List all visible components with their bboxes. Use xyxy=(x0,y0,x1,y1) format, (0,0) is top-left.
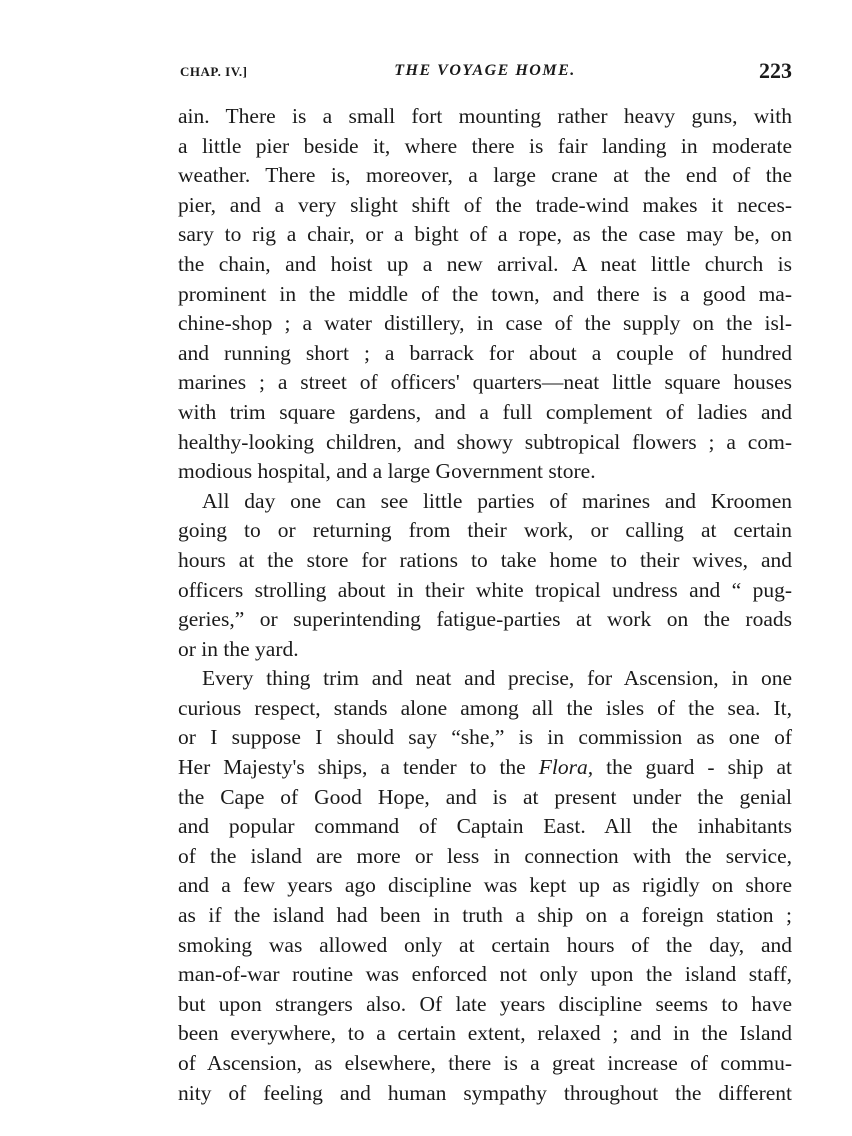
text-line: ain. There is a small fort mounting rather heavy guns, with xyxy=(178,104,792,128)
text-line: of Ascension, as elsewhere, there is a great increase of commu- xyxy=(178,1051,792,1075)
text-line: or in the yard. xyxy=(178,636,299,661)
text-line: hours at the store for rations to take home to their wives, and xyxy=(178,547,792,572)
text-line: and running short ; a barrack for about a couple of hundred xyxy=(178,340,792,365)
paragraph-1 xyxy=(178,102,792,487)
text-line: geries,” or superintending fatigue-parties at work on the roads xyxy=(178,607,792,632)
text-line: nity of feeling and human sympathy throughout the different xyxy=(178,1080,792,1105)
text-line: and a few years ago discipline was kept up as rigidly on shore xyxy=(178,873,792,898)
text-line: and popular command of Captain East. All the inhabitants xyxy=(178,814,792,839)
text-line: or I suppose I should say “she,” is in commission as one of xyxy=(178,725,792,750)
running-title: THE VOYAGE HOME. xyxy=(394,62,576,79)
text-line: but upon strangers also. Of late years discipline seems to have xyxy=(178,991,792,1016)
chapter-label: CHAP. IV.] xyxy=(180,64,248,79)
body-text xyxy=(178,102,792,1108)
text-span: the guard - ship at xyxy=(593,755,792,780)
text-line: a little pier beside it, where there is fair landing in moderate xyxy=(178,133,792,158)
page-number: 223 xyxy=(759,58,792,83)
text-line: smoking was allowed only at certain hours of the day, and xyxy=(178,932,792,957)
text-line: pier, and a very slight shift of the trade-wind makes it neces- xyxy=(178,192,792,217)
paragraph-3 xyxy=(178,664,792,1108)
text-line: man-of-war routine was enforced not only upon the island staff, xyxy=(178,962,792,987)
text-line: prominent in the middle of the town, and there is a good ma- xyxy=(178,281,792,306)
text-line: the Cape of Good Hope, and is at present under the genial xyxy=(178,784,792,809)
text-line: been everywhere, to a certain extent, relaxed ; and in the Island xyxy=(178,1021,792,1046)
text-line: weather. There is, moreover, a large crane at the end of the xyxy=(178,163,792,188)
running-header xyxy=(178,58,792,92)
text-line: officers strolling about in their white tropical undress and “ pug- xyxy=(178,577,792,602)
text-line-flora xyxy=(178,753,792,783)
text-line: All day one can see little parties of marines and Kroomen xyxy=(202,488,792,513)
text-span: Her Majesty's ships, a tender to the xyxy=(178,755,539,780)
paragraph-2 xyxy=(178,487,792,665)
text-line: chine-shop ; a water distillery, in case of the supply on the isl- xyxy=(178,311,792,336)
text-line: sary to rig a chair, or a bight of a rope, as the case may be, on xyxy=(178,222,792,247)
text-line: marines ; a street of officers' quarters—neat little square houses xyxy=(178,370,792,395)
book-page xyxy=(178,58,792,1108)
text-line: of the island are more or less in connection with the service, xyxy=(178,843,792,868)
ship-name-italic: Flora, xyxy=(538,755,594,780)
text-line: the chain, and hoist up a new arrival. A neat little church is xyxy=(178,251,792,276)
text-line: modious hospital, and a large Government store. xyxy=(178,459,596,484)
text-line: as if the island had been in truth a ship on a foreign station ; xyxy=(178,903,792,928)
text-line: Every thing trim and neat and precise, for Ascension, in one xyxy=(202,666,792,691)
text-line: healthy-looking children, and showy subtropical flowers ; a com- xyxy=(178,429,792,454)
text-line: curious respect, stands alone among all the isles of the sea. It, xyxy=(178,695,792,720)
text-line: going to or returning from their work, or calling at certain xyxy=(178,518,792,543)
text-line: with trim square gardens, and a full complement of ladies and xyxy=(178,399,792,424)
